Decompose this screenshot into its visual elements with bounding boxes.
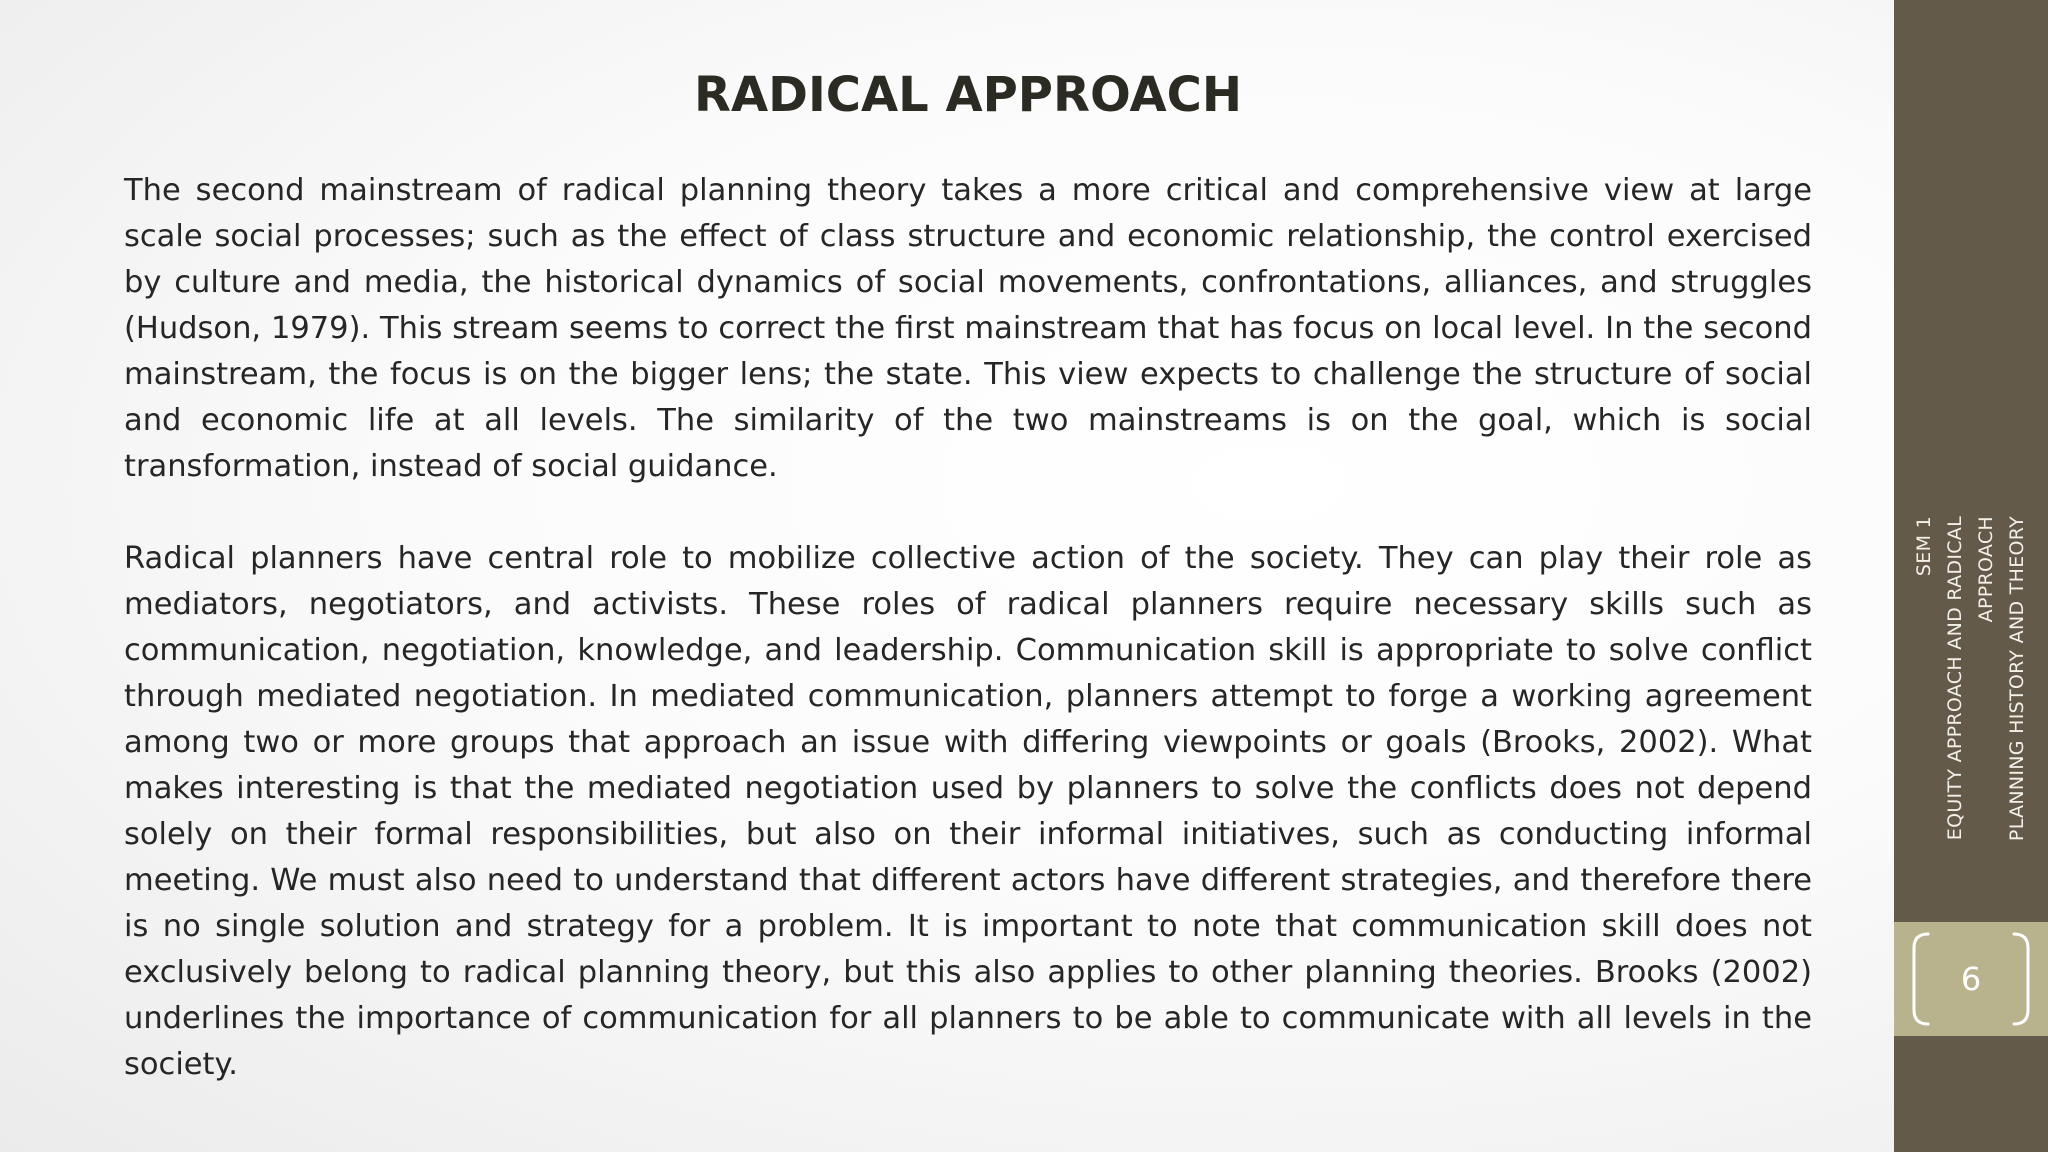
body-paragraph-1: The second mainstream of radical planning theory takes a more critical and comprehensive view at large scale social processes; such as the effect of class structure and economic relationship, the control exercised by culture and media, the historical dynamics of social movements, confrontations, alliances, and struggles (Hudson, 1979). This stream seems to correct the first mainstream that has focus on local level. In the second mainstream, the focus is on the bigger lens; the state. This view expects to challenge the structure of social and economic life at all levels. The similarity of the two mainstreams is on the goal, which is social transformation, instead of social guidance. [124,173,1812,484]
vertical-footer [1894,516,2048,878]
page-number-box [1894,922,2048,1036]
footer-line-course: PLANNING HISTORY AND THEORY [2006,516,2028,842]
slide-title: RADICAL APPROACH [693,67,1242,123]
slide-body [124,168,1812,1088]
vertical-footer-text [1909,516,2033,878]
footer-line-semester: SEM 1 [1913,516,1935,577]
page-number: 6 [1960,960,1982,998]
body-paragraph-2: Radical planners have central role to mobilize collective action of the society. They can play their role as mediators, negotiators, and activists. These roles of radical planners require necessary skills such as communication, negotiation, knowledge, and leadership. Communication skill is appropriate to solve conflict through mediated negotiation. In mediated communication, planners attempt to forge a working agreement among two or more groups that approach an issue with differing viewpoints or goals (Brooks, 2002). What makes interesting is that the mediated negotiation used by planners to solve the conflicts does not depend solely on their formal responsibilities, but also on their informal initiatives, such as conducting informal meeting. We must also need to understand that different actors have different strategies, and therefore there is no single solution and strategy for a problem. It is important to note that communication skill does not exclusively belong to radical planning theory, but this also applies to other planning theories. Brooks (2002) underlines the importance of communication for all planners to be able to communicate with all levels in the society. [124,541,1812,1082]
footer-line-topic-cont: APPROACH [1975,516,1997,623]
footer-line-topic: EQUITY APPROACH AND RADICAL [1944,516,1966,841]
